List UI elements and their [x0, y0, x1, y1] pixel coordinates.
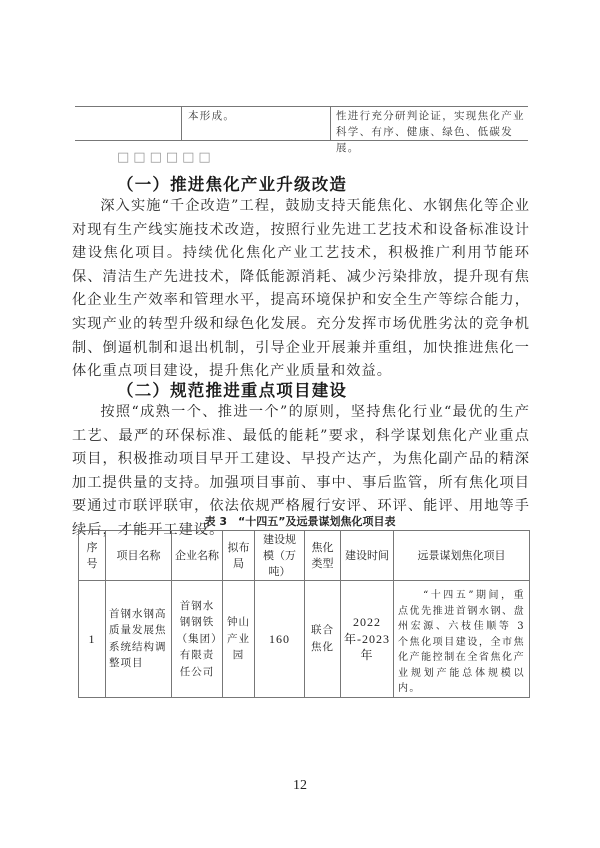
- table-cell: 本形成。: [188, 110, 236, 122]
- table-cell: 联合焦化: [305, 581, 341, 698]
- page-number: 12: [293, 778, 307, 793]
- header-cell: 序号: [79, 531, 106, 581]
- table-cell: 160: [255, 581, 305, 698]
- table-cell: “十四五”期间，重点优先推进首钢水钢、盘州宏源、六枝佳顺等 3 个焦化项目建设，全市焦化产能控制在全省焦化产业规划产能总体规模以内。: [394, 581, 530, 698]
- header-cell: 焦化类型: [305, 531, 341, 581]
- table-column-divider: [181, 107, 182, 140]
- table-cell: 1: [79, 581, 106, 698]
- table-cell: 首钢水钢钢铁（集团）有限责任公司: [172, 581, 223, 698]
- section-paragraph-2: 按照“成熟一个、推进一个”的原则，坚持焦化行业“最优的生产工艺、最严的环保标准、最低的能耗”要求，科学谋划焦化产业重点项目，积极推动项目早开工建设、早投产达产，为焦化副产品的精深加工提供量的支持。加强项目事前、事中、事后监管，所有焦化项目要通过市联评联审，依法依规严格履行安评、环评、能评、用地等手续后，才能开工建设。: [72, 404, 530, 538]
- table-cell: 首钢水钢高质量发展焦系统结构调整项目: [106, 581, 172, 698]
- section-paragraph-1: 深入实施“千企改造”工程，鼓励支持天能焦化、水钢焦化等企业对现有生产线实施技术改造，按照行业先进工艺技术和设备标准设计建设焦化项目。持续优化焦化产业工艺技术，积极推广利用节能环保、清洁生产先进技术，降低能源消耗、减少污染排放，提升现有焦化企业生产效率和管理水平，提高环境保护和安全生产等综合能力，实现产业的转型升级和绿色化发展。充分发挥市场优胜劣汰的竞争机制、倒逼机制和退出机制，引导企业开展兼并重组，加快推进焦化一体化重点项目建设，提升焦化产业质量和效益。: [72, 198, 530, 380]
- table-column-divider: [330, 107, 331, 140]
- header-cell: 拟布局: [223, 531, 255, 581]
- table-cell: 钟山产业园: [223, 581, 255, 698]
- placeholder-boxes: □□□□□□: [117, 150, 215, 165]
- table-header-row: [79, 531, 530, 581]
- project-table: [78, 530, 530, 698]
- table-row: [79, 581, 530, 698]
- header-cell: 建设规模（万吨）: [255, 531, 305, 581]
- header-cell: 企业名称: [172, 531, 223, 581]
- header-cell: 建设时间: [341, 531, 394, 581]
- table-cell: 2022 年-2023 年: [341, 581, 394, 698]
- table-cell: 性进行充分研判论证，实现焦化产业科学、有序、健康、绿色、低碳发展。: [336, 110, 525, 154]
- table-caption: 表 3 “十四五”及远景谋划焦化项目表: [204, 515, 396, 528]
- section-heading-2: （二）规范推进重点项目建设: [117, 381, 348, 400]
- header-cell: 远景谋划焦化项目: [394, 531, 530, 581]
- header-cell: 项目名称: [106, 531, 172, 581]
- section-heading-1: （一）推进焦化产业升级改造: [117, 175, 348, 194]
